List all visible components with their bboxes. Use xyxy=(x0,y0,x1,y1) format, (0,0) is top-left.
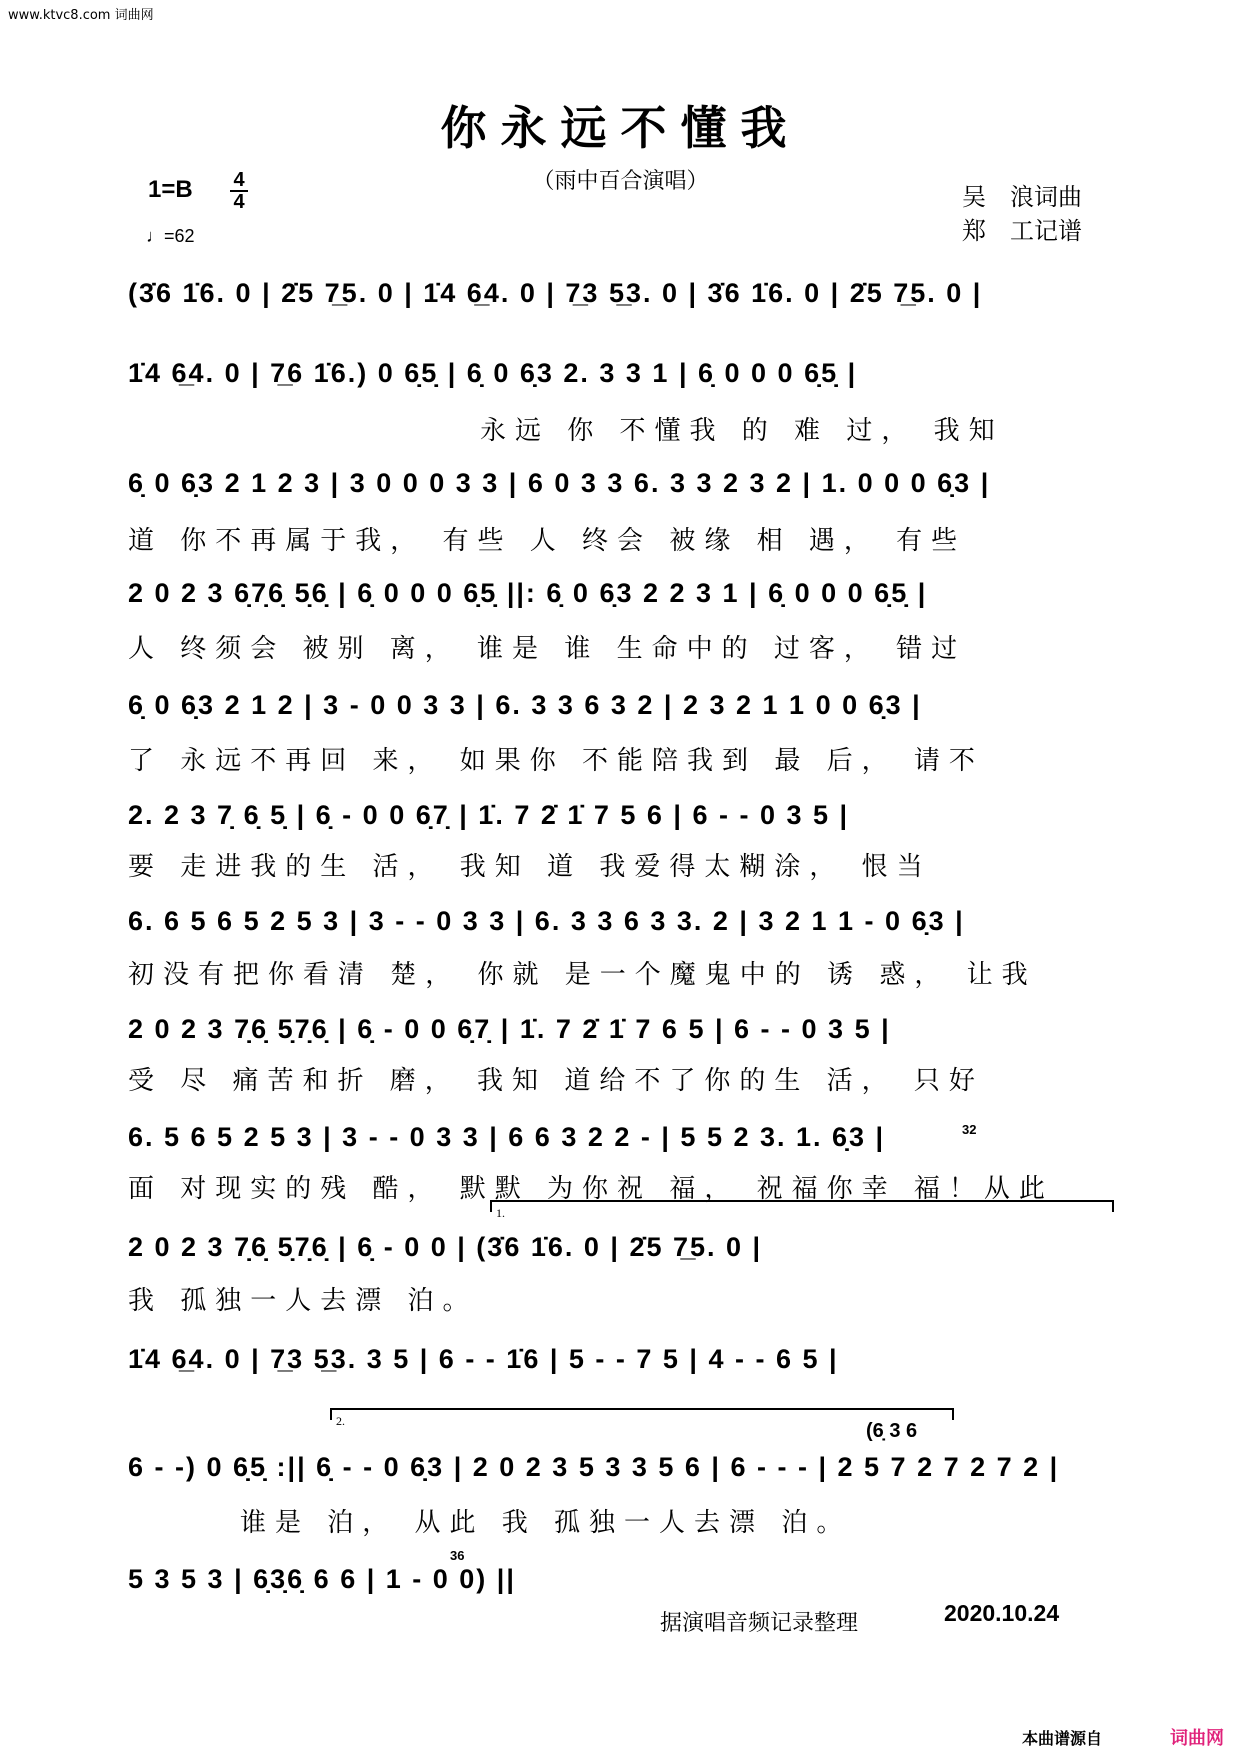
lyric-row-2: 永远 你 不懂我 的 难 过， 我知 xyxy=(480,416,1004,446)
notation-row-12: 6 - -) 0 6̣5̣ :|| 6̣ - - 0 6̣3 | 2 0 2 3 5 3 3 5 6 | 6 - - - | 2 5 7 2 7 2 7 2 | xyxy=(128,1452,1060,1482)
lyric-row-5: 了 永远不再回 来， 如果你 不能陪我到 最 后， 请不 xyxy=(128,746,984,776)
lyric-row-9: 面 对现实的残 酷， 默默 为你祝 福， 祝福你幸 福！从此 xyxy=(128,1174,1054,1204)
notation-row-2: 1̇4 6̲4. 0 | 7̲6 1̇6.) 0 6̣5̣ | 6̣ 0 6̣3 2. 3 3 1 | 6̣ 0 0 0 6̣5̣ | xyxy=(128,358,858,388)
notation-row-7: 6. 6 5 6 5 2 5 3 | 3 - - 0 3 3 | 6. 3 3 6 3 3. 2 | 3 2 1 1 - 0 6̣3 | xyxy=(128,906,965,936)
time-signature-top: 4 xyxy=(233,169,245,191)
volta-bracket-2 xyxy=(330,1408,954,1428)
time-signature-bottom: 4 xyxy=(233,191,245,213)
notation-row-11: 1̇4 6̲4. 0 | 7̲3 5̲3. 3 5 | 6 - - 1̇6 | 5 - - 7 5 | 4 - - 6 5 | xyxy=(128,1344,839,1374)
lyric-row-4: 人 终须会 被别 离， 谁是 谁 生命中的 过客， 错过 xyxy=(128,634,967,664)
grace-note-1: 32 xyxy=(962,1122,977,1137)
volta-1-label: 1. xyxy=(496,1206,505,1220)
notation-row-3: 6̣ 0 6̣3 2 1 2 3 | 3 0 0 0 3 3 | 6 0 3 3 6. 3 3 2 3 2 | 1. 0 0 0 6̣3 | xyxy=(128,468,991,498)
notation-row-9: 6. 5 6 5 2 5 3 | 3 - - 0 3 3 | 6 6 3 2 2 - | 5 5 2 3. 1. 6̣3 | xyxy=(128,1122,886,1152)
site-logo: 词曲网 xyxy=(1170,1728,1224,1749)
transcription-note: 据演唱音频记录整理 xyxy=(660,1611,859,1636)
notation-row-13: 5 3 5 3 | 6̣3̣6̣ 6 6 | 1 - 0 0) || xyxy=(128,1564,516,1594)
source-text: 本曲谱源自 xyxy=(1022,1729,1103,1748)
grace-note-2: 36 xyxy=(450,1548,465,1563)
tempo-marking: ♩=62 xyxy=(146,226,195,246)
credits xyxy=(962,180,1082,248)
coda-marks: (6̣ 3 6 xyxy=(866,1420,918,1442)
song-title: 你永远不懂我 xyxy=(440,101,801,155)
notation-row-1: (3̇6 1̇6. 0 | 2̇5 7̲5. 0 | 1̇4 6̲4. 0 | 7̲3 5̲3. 0 | 3̇6 1̇6. 0 | 2̇5 7̲5. 0 | xyxy=(128,278,983,308)
lyric-row-10: 我 孤独一人去漂 泊。 xyxy=(128,1286,478,1316)
lyric-row-12: 谁是 泊， 从此 我 孤独一人去漂 泊。 xyxy=(240,1508,852,1538)
volta-bracket-1 xyxy=(490,1200,1114,1220)
volta-2-label: 2. xyxy=(336,1414,345,1428)
lyric-row-6: 要 走进我的生 活， 我知 道 我爱得太糊涂， 恨当 xyxy=(128,852,932,882)
lyric-row-8: 受 尽 痛苦和折 磨， 我知 道给不了你的生 活， 只好 xyxy=(128,1066,984,1096)
lyricist-composer: 吴 浪词曲 xyxy=(962,183,1082,211)
notation-row-6: 2. 2 3 7̣ 6̣ 5̣ | 6̣ - 0 0 6̣7̣ | 1̇. 7 2̇ 1̇ 7 5 6 | 6 - - 0 3 5 | xyxy=(128,800,850,830)
notation-row-8: 2 0 2 3 7̣6̣ 5̣7̣6̣ | 6̣ - 0 0 6̣7̣ | 1̇. 7 2̇ 1̇ 7 6 5 | 6 - - 0 3 5 | xyxy=(128,1014,891,1044)
notation-row-10: 2 0 2 3 7̣6̣ 5̣7̣6̣ | 6̣ - 0 0 | (3̇6 1̇6. 0 | 2̇5 7̲5. 0 | xyxy=(128,1232,763,1262)
lyric-row-7: 初没有把你看清 楚， 你就 是一个魔鬼中的 诱 惑， 让我 xyxy=(128,960,1037,990)
transcriber: 郑 工记谱 xyxy=(962,217,1082,245)
time-signature xyxy=(230,170,248,212)
performer-subtitle: （雨中百合演唱） xyxy=(532,169,709,194)
site-url: www.ktvc8.com 词曲网 xyxy=(8,8,154,23)
transcription-date: 2020.10.24 xyxy=(944,1600,1060,1626)
key-signature: 1=B xyxy=(148,176,193,203)
notation-row-5: 6̣ 0 6̣3 2 1 2 | 3 - 0 0 3 3 | 6. 3 3 6 3 2 | 2 3 2 1 1 0 0 6̣3 | xyxy=(128,690,922,720)
notation-row-4: 2 0 2 3 6̣7̣6̣ 5̣6̣ | 6̣ 0 0 0 6̣5̣ ||: 6̣ 0 6̣3 2 2 3 1 | 6̣ 0 0 0 6̣5̣ | xyxy=(128,578,928,608)
lyric-row-3: 道 你不再属于我， 有些 人 终会 被缘 相 遇， 有些 xyxy=(128,526,967,556)
